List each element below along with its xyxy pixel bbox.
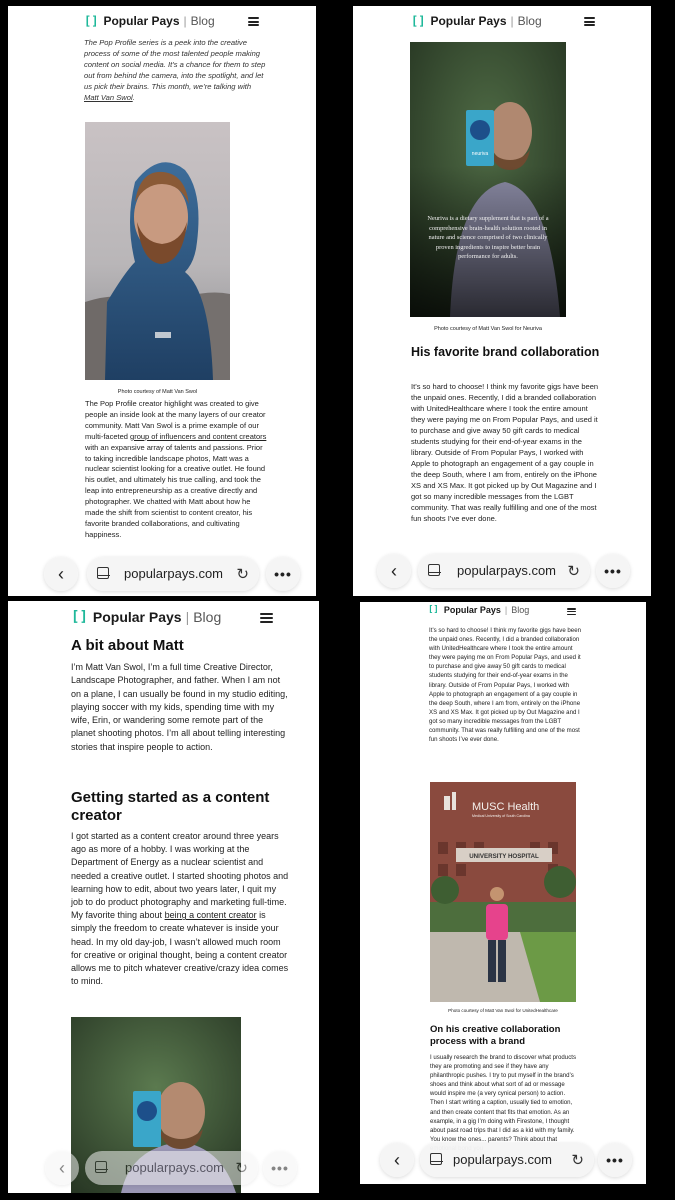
site-logo[interactable] — [84, 14, 215, 28]
musc-hospital-photo — [430, 782, 576, 1002]
screenshot-panel-favorite-collab — [353, 6, 651, 596]
site-header — [8, 14, 316, 32]
section-heading: His favorite brand collaboration — [411, 345, 600, 359]
logo-bracket-icon: ] — [433, 605, 439, 615]
back-button[interactable] — [45, 1151, 79, 1185]
browser-toolbar — [44, 557, 298, 596]
body-text: The Pop Profile creator highlight was created to give people an inside look at the many layers of our creator community. Matt Van Swol is a prime example of our multi-faceted — [85, 399, 266, 441]
hamburger-menu-icon[interactable] — [584, 17, 595, 26]
browser-toolbar — [377, 554, 627, 594]
more-dots-icon: ••• — [606, 1152, 624, 1168]
creative-process-heading: On his creative collaboration process with a brand — [430, 1024, 561, 1047]
blog-label: Blog — [517, 14, 542, 28]
matt-van-swol-link[interactable]: Matt Van Swol — [84, 93, 133, 102]
screenshot-panel-intro — [8, 6, 316, 596]
back-button[interactable] — [44, 557, 78, 591]
url-text: popularpays.com — [125, 1160, 224, 1175]
chevron-left-icon: ‹ — [394, 1149, 400, 1170]
site-logo[interactable] — [428, 605, 529, 615]
reload-icon[interactable]: ↻ — [236, 566, 249, 583]
address-bar[interactable] — [87, 557, 259, 591]
url-text: popularpays.com — [457, 563, 556, 578]
logo-bracket-icon: [ — [411, 14, 419, 28]
getting-started-heading: Getting started as a content creator — [71, 789, 270, 824]
header-separator: | — [183, 14, 187, 28]
header-separator: | — [504, 605, 508, 615]
logo-bracket-icon: [ — [84, 14, 92, 28]
tabs-icon[interactable] — [430, 1153, 442, 1165]
getting-started-text: I got started as a content creator around three years ago as more of a hobby. I was working at the Department of Energy as a nuclear scientist and needed a creative outlet. I started shooting photos and learning how to edit, about two years later, I quit my job to do product photography and marketing full-time. My favorite thing about — [71, 831, 289, 921]
back-button[interactable] — [377, 554, 411, 588]
logo-bracket-icon: ] — [79, 609, 88, 625]
influencers-link[interactable]: group of influencers and content creators — [130, 431, 267, 441]
logo-bracket-icon: ] — [418, 14, 426, 28]
brand-name: Popular Pays — [430, 14, 507, 28]
neuriva-overlay-text: Neuriva is a dietary supplement that is part of a comprehensive brain-health solution rooted in nature and science comprised of two clinically proven ingredients to inspire better brain performance for adults. — [427, 215, 549, 261]
browser-toolbar — [380, 1143, 631, 1183]
logo-bracket-icon: [ — [428, 605, 434, 615]
musc-sign-title: MUSC Health — [472, 801, 540, 813]
intro-end: . — [132, 93, 135, 102]
content-creator-link[interactable]: being a content creator — [164, 910, 257, 921]
portrait-photo — [85, 122, 230, 380]
brand-name: Popular Pays — [92, 609, 182, 625]
logo-bracket-icon: [ — [71, 609, 80, 625]
blog-label: Blog — [193, 609, 222, 625]
photo-caption: Photo courtesy of Matt Van Swol for Neuriva — [434, 326, 542, 332]
address-bar[interactable] — [85, 1151, 258, 1185]
brand-name: Popular Pays — [103, 14, 180, 28]
logo-bracket-icon: ] — [91, 14, 99, 28]
musc-sign-subtitle: Medical University of South Carolina — [472, 814, 530, 818]
reload-icon[interactable]: ↻ — [571, 1152, 584, 1169]
building-sign: UNIVERSITY HOSPITAL — [469, 853, 539, 860]
more-button[interactable] — [598, 1143, 632, 1177]
hamburger-menu-icon[interactable] — [248, 17, 259, 26]
chevron-left-icon: ‹ — [58, 563, 64, 584]
site-header — [360, 605, 646, 619]
more-button[interactable] — [263, 1151, 297, 1185]
body-paragraph — [85, 399, 267, 541]
intro-text: The Pop Profile series is a peek into the creative process of some of the most talented people making content on social media. It’s a chance for them to step out from behind the camera, into the spotlight, and let us pick their brains. This month, we’re talking with — [84, 38, 266, 91]
blog-label: Blog — [190, 14, 215, 28]
url-text: popularpays.com — [453, 1152, 552, 1167]
address-bar[interactable] — [418, 554, 590, 588]
header-separator: | — [185, 609, 190, 625]
neuriva-photo — [410, 42, 566, 317]
header-separator: | — [510, 14, 514, 28]
url-text: popularpays.com — [124, 566, 223, 581]
more-dots-icon: ••• — [271, 1160, 289, 1176]
photo-caption: Photo courtesy of Matt Van Swol — [117, 389, 198, 395]
hamburger-menu-icon[interactable] — [260, 613, 273, 623]
site-logo[interactable] — [71, 609, 221, 625]
collab-paragraph: It’s so hard to choose! I think my favorite gigs have been the unpaid ones. Recently, I did a branded collaboration with UnitedHealthcare where I took the entire amount they were paying me on From Popular Pays, and used it to purchase and give away 50 gift cards to medical students studying for their end-of-year exams in the library. Outside of From Popular Pays, I worked with Apple to photograph an engagement of a gay couple in the deep South, where I am from, entirely on the iPhone XS and XS Max. It got picked up by Out Magazine and I got so many incredible messages from the LGBT community. That was really fulfilling and one of the most fun shoots I’ve ever done. — [429, 627, 581, 744]
chevron-left-icon: ‹ — [391, 560, 397, 581]
intro-paragraph — [84, 37, 266, 103]
getting-started-paragraph — [71, 830, 289, 988]
tabs-icon[interactable] — [95, 1161, 107, 1173]
reload-icon[interactable]: ↻ — [235, 1160, 248, 1177]
site-header — [8, 609, 319, 629]
body-text-cont: with an expansive array of talents and passions. Prior to taking incredible landscape photos, Matt was a nuclear scientist looking for a creative outlet. He found his outlet, and ultimately his true calling, and took the leap into entrepreneurship as a creative directly and photographer. We chatted with Matt about how he made the shift from scientist to content creator, his favorite branded collaborations, and cultivating happiness. — [85, 442, 266, 539]
more-dots-icon: ••• — [604, 563, 622, 579]
photo-caption: Photo courtesy of Matt Van Swol for UnitedHealthcare — [448, 1008, 558, 1013]
address-bar[interactable] — [420, 1143, 594, 1177]
reload-icon[interactable]: ↻ — [567, 563, 580, 580]
screenshot-panel-creative-process — [360, 602, 646, 1184]
more-button[interactable] — [596, 554, 630, 588]
hamburger-menu-icon[interactable] — [567, 608, 576, 615]
about-heading: A bit about Matt — [71, 637, 184, 654]
about-paragraph: I’m Matt Van Swol, I’m a full time Creative Director, Landscape Photographer, and father. When I am not on a plane, I can usually be found in my studio editing, playing soccer with my kids, spending time with my wife, Erin, or wandering some remote part of the planet shooting photos. I’m all about telling interesting stories that inspire people to action. — [71, 662, 288, 752]
site-logo[interactable] — [411, 14, 542, 28]
more-button[interactable] — [266, 557, 300, 591]
creative-process-paragraph: I usually research the brand to discover what products they are promoting and see if they have any philanthropic pushes. I try to put myself in the brand’s shoes and think about what sort of ad or message would inspire me (a very cynical person) to action. Then I start writing a caption, usually tied to emotion, and then create content that fits that emotion. As an example, in a gig I’m doing with Firestone, I thought about past road trips that I did as a kid with my family. You know the ones... parents? Think about that — [430, 1054, 576, 1143]
chevron-left-icon: ‹ — [59, 1157, 65, 1178]
browser-toolbar — [45, 1151, 297, 1191]
getting-started-text-cont: is simply the freedom to create whatever is inside your head. In my old day-job, I wasn’t allowed much room for creative or original thought, being a content creator allows me to pitch whatever creative/crazy idea comes to mind. — [71, 910, 289, 987]
more-dots-icon: ••• — [274, 566, 292, 582]
blog-label: Blog — [511, 605, 530, 615]
screenshot-panel-about-matt — [8, 601, 319, 1193]
brand-name: Popular Pays — [443, 605, 501, 615]
site-header — [353, 14, 651, 32]
tabs-icon[interactable] — [428, 564, 440, 576]
collab-paragraph: It’s so hard to choose! I think my favorite gigs have been the unpaid ones. Recently, I did a branded collaboration with UnitedHealthcare where I took the entire amount they were paying me on From Popular Pays, and used it to purchase and give away 50 gift cards to medical students studying for their end-of-year exams in the library. Outside of From Popular Pays, I worked with Apple to photograph an engagement of a gay couple in the deep South, where I am from, entirely on the iPhone XS and XS Max. It got picked up by Out Magazine and I got so many incredible messages from the LGBT community. That was really fulfilling and one of the most fun shoots I’ve ever done. — [411, 382, 599, 523]
back-button[interactable] — [380, 1143, 414, 1177]
tabs-icon[interactable] — [97, 567, 109, 579]
